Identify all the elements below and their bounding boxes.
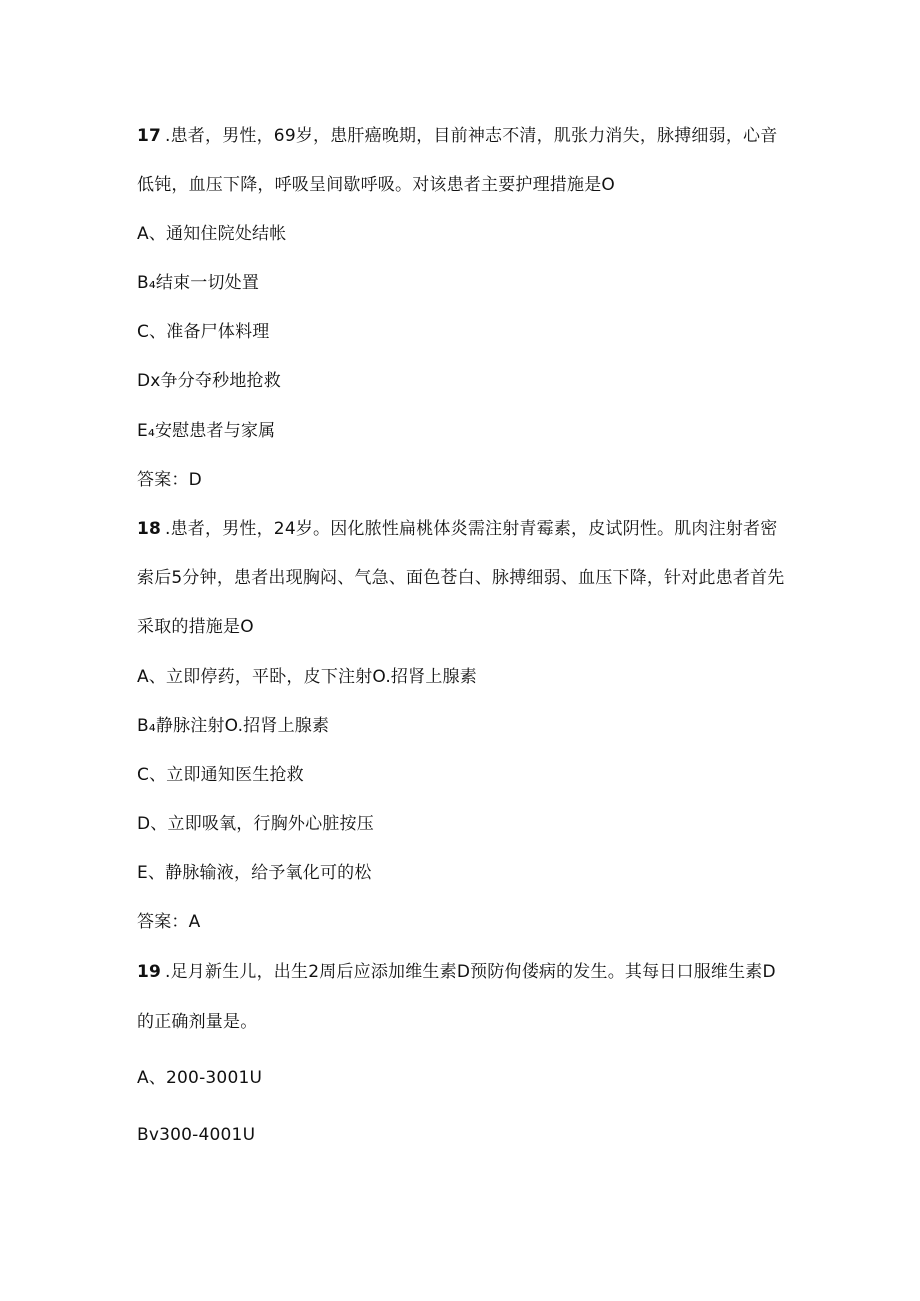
question-18-option-e: E、静脉输液，给予氧化可的松 bbox=[137, 863, 372, 883]
question-17-option-e: E₄安慰患者与家属 bbox=[137, 421, 276, 441]
question-stem-text: .足月新生儿，出生2周后应添加维生素D预防佝偻病的发生。其每日口服维生素D bbox=[165, 962, 776, 982]
question-18-option-c: C、立即通知医生抢救 bbox=[137, 765, 304, 785]
question-18-answer: 答案：A bbox=[137, 912, 201, 932]
question-17-option-d: Dx争分夺秒地抢救 bbox=[137, 371, 281, 391]
question-stem-text: .患者，男性，24岁。因化脓性扁桃体炎需注射青霉素，皮试阴性。肌肉注射者密 bbox=[165, 519, 778, 539]
question-17-answer: 答案：D bbox=[137, 470, 202, 490]
question-18-option-a: A、立即停药，平卧，皮下注射O.招肾上腺素 bbox=[137, 667, 477, 687]
question-19-option-a: A、200-3001U bbox=[137, 1068, 263, 1088]
question-19-stem-line-1 bbox=[137, 960, 776, 984]
question-number: 17 bbox=[137, 126, 162, 146]
question-17-option-b: B₄结束一切处置 bbox=[137, 273, 260, 293]
question-18-option-d: D、立即吸氧，行胸外心脏按压 bbox=[137, 814, 374, 834]
question-stem-text: .患者，男性，69岁，患肝癌晚期，目前神志不清，肌张力消失，脉搏细弱，心音 bbox=[165, 126, 778, 146]
question-19-stem-line-2: 的正确剂量是。 bbox=[137, 1012, 258, 1032]
question-18-stem-line-2: 索后5分钟，患者出现胸闷、气急、面色苍白、脉搏细弱、血压下降，针对此患者首先 bbox=[137, 568, 785, 588]
question-number: 19 bbox=[137, 962, 162, 982]
question-17-stem-line-1 bbox=[137, 124, 777, 148]
question-18-stem-line-1 bbox=[137, 517, 777, 541]
question-19-option-b: Bv300-4001U bbox=[137, 1125, 256, 1145]
question-18-stem-line-3: 采取的措施是O bbox=[137, 617, 254, 637]
question-17-option-c: C、准备尸体料理 bbox=[137, 322, 270, 342]
question-17-option-a: A、通知住院处结帐 bbox=[137, 224, 287, 244]
question-17-stem-line-2: 低钝，血压下降，呼吸呈间歇呼吸。对该患者主要护理措施是O bbox=[137, 175, 615, 195]
question-18-option-b: B₄静脉注射O.招肾上腺素 bbox=[137, 716, 330, 736]
question-number: 18 bbox=[137, 519, 162, 539]
